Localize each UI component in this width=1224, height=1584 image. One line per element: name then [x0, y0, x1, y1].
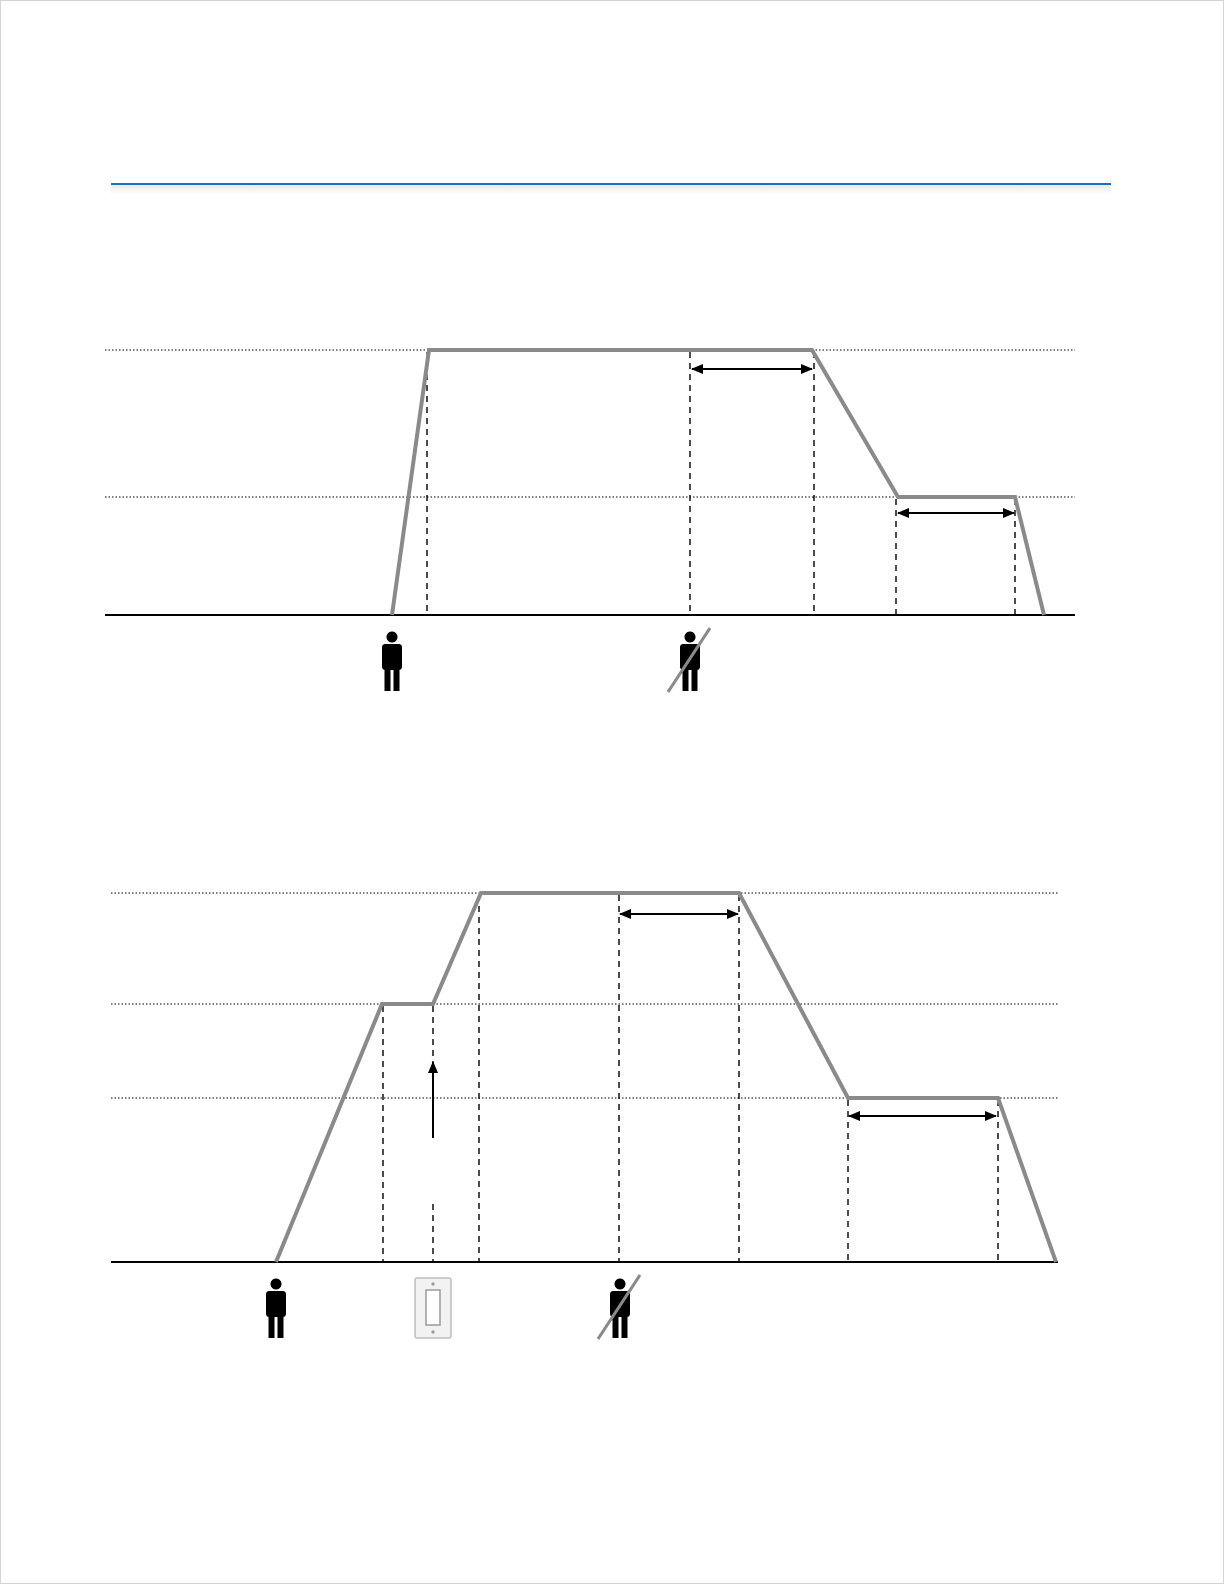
light-level-profile: [276, 893, 1056, 1262]
diagram-2: [111, 893, 1058, 1339]
wall-switch-icon: [415, 1278, 451, 1338]
person-crossed-icon: [668, 628, 710, 692]
person-icon: [266, 1279, 286, 1339]
person-crossed-icon: [598, 1275, 640, 1339]
timing-guides: [427, 352, 1015, 614]
diagram-1: [105, 350, 1075, 692]
light-level-profile: [392, 350, 1044, 615]
person-icon: [382, 632, 402, 692]
timing-guides: [383, 895, 998, 1261]
